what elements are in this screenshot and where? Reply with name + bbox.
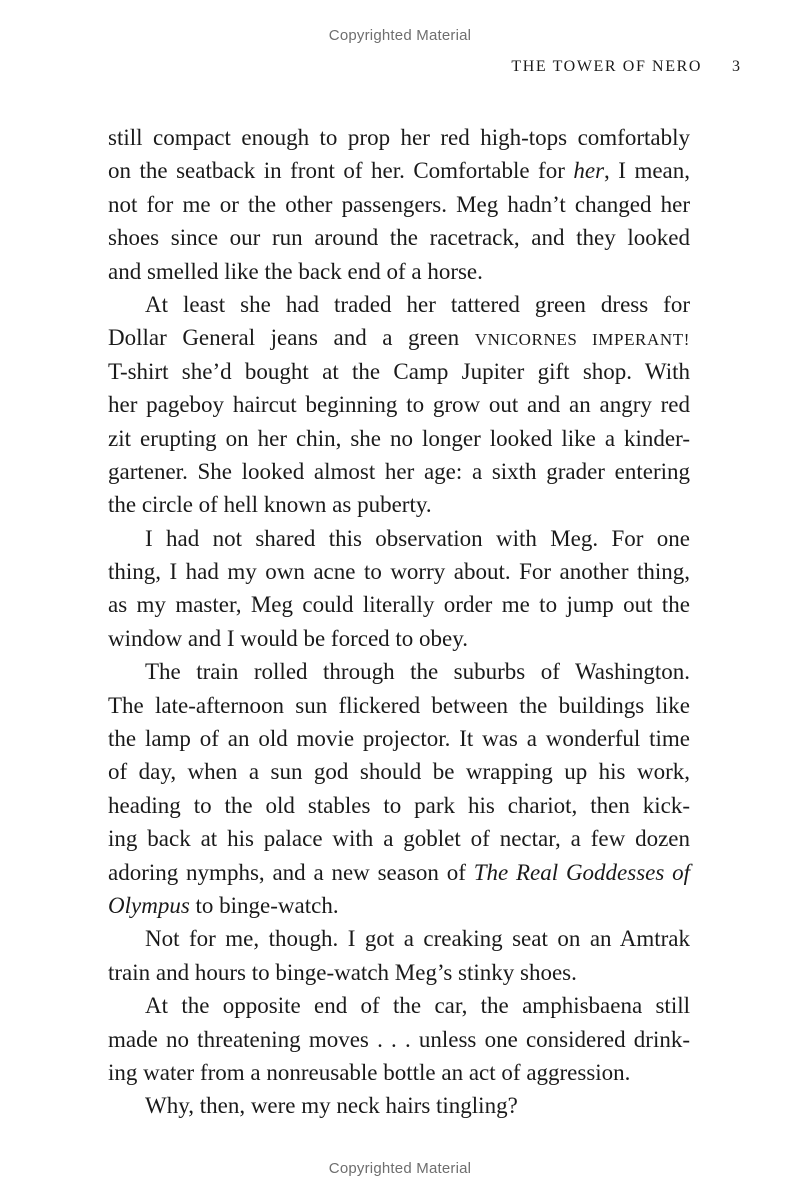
text-line: on the seatback in front of her. Comfortable for her, I mean, bbox=[108, 158, 690, 184]
running-head bbox=[511, 58, 740, 76]
text-line: the circle of hell known as puberty. bbox=[108, 492, 432, 518]
text-line: the lamp of an old movie projector. It was a wonderful time bbox=[108, 726, 690, 752]
text-line: adoring nymphs, and a new season of The Real Goddesses of bbox=[108, 859, 691, 885]
paragraph-first-line: Why, then, were my neck hairs tingling? bbox=[145, 1093, 518, 1119]
text-line: thing, I had my own acne to worry about. For another thing, bbox=[108, 559, 690, 585]
text-line: her pageboy haircut beginning to grow out and an angry red bbox=[108, 392, 690, 418]
text-line: still compact enough to prop her red high-tops comfortably bbox=[108, 125, 690, 150]
page-number: 3 bbox=[732, 58, 740, 75]
paragraph-first-line: At the opposite end of the car, the amphisbaena still bbox=[145, 993, 690, 1019]
italic-text: The Real Goddesses of bbox=[473, 859, 691, 885]
page-body-text bbox=[108, 121, 690, 1123]
italic-text: Olympus bbox=[108, 892, 190, 918]
book-title: THE TOWER OF NERO bbox=[511, 58, 702, 75]
text-line: ing back at his palace with a goblet of nectar, a few dozen bbox=[108, 826, 690, 852]
copyright-watermark-bottom: Copyrighted Material bbox=[328, 1160, 472, 1177]
small-caps-text: VNICORNES IMPERANT! bbox=[474, 330, 690, 350]
text-line: train and hours to binge-watch Meg’s stinky shoes. bbox=[108, 959, 577, 985]
text-line: not for me or the other passengers. Meg hadn’t changed her bbox=[108, 191, 690, 217]
text-line: window and I would be forced to obey. bbox=[108, 625, 469, 651]
text-line: shoes since our run around the racetrack, and they looked bbox=[108, 225, 690, 251]
text-line: as my master, Meg could literally order me to jump out the bbox=[108, 592, 690, 618]
text-line: made no threatening moves . . . unless one considered drink- bbox=[108, 1026, 690, 1052]
text-line: zit erupting on her chin, she no longer looked like a kinder- bbox=[108, 425, 690, 451]
text-line: Olympus to binge-watch. bbox=[108, 892, 339, 918]
text-line: The late-afternoon sun flickered between the buildings like bbox=[108, 692, 690, 718]
text-line: and smelled like the back end of a horse. bbox=[108, 258, 483, 284]
paragraph-first-line: At least she had traded her tattered green dress for bbox=[145, 291, 690, 317]
paragraph-first-line: The train rolled through the suburbs of Washington. bbox=[145, 659, 690, 685]
italic-text: her bbox=[573, 158, 605, 184]
paragraph-first-line: Not for me, though. I got a creaking seat on an Amtrak bbox=[145, 926, 690, 952]
text-line: ing water from a nonreusable bottle an act of aggression. bbox=[108, 1059, 631, 1085]
copyright-watermark-top: Copyrighted Material bbox=[328, 27, 472, 44]
text-line: Dollar General jeans and a green VNICORNES IMPERANT! bbox=[108, 325, 690, 351]
text-line: T-shirt she’d bought at the Camp Jupiter gift shop. With bbox=[108, 358, 690, 384]
text-line: heading to the old stables to park his chariot, then kick- bbox=[108, 792, 690, 818]
paragraph-first-line: I had not shared this observation with Meg. For one bbox=[145, 525, 690, 551]
text-line: of day, when a sun god should be wrapping up his work, bbox=[108, 759, 690, 785]
text-line: gartener. She looked almost her age: a sixth grader entering bbox=[108, 458, 690, 484]
